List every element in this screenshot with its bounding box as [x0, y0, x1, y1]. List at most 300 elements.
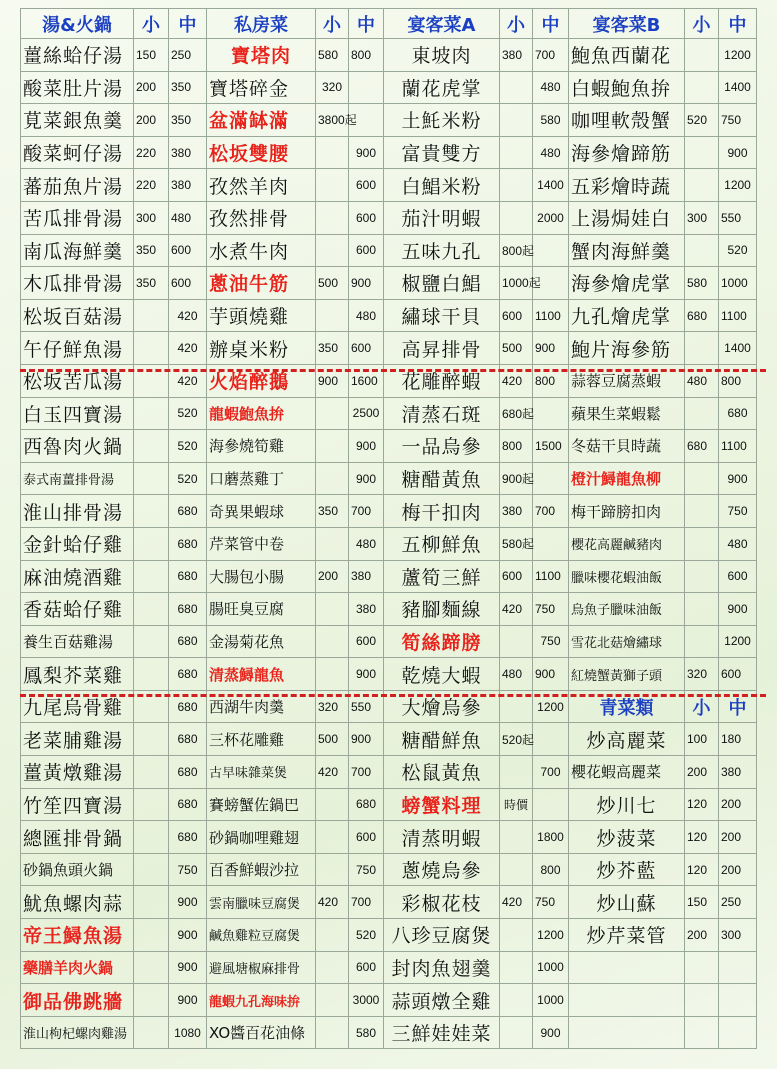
price-small: [500, 1016, 533, 1049]
price-medium: [533, 397, 569, 430]
price-medium: 750: [169, 853, 207, 886]
menu-row: [21, 527, 757, 560]
price-small: [685, 951, 719, 984]
price-small: [316, 788, 349, 821]
price-medium: 600: [349, 625, 384, 658]
dish-name: 老菜脯雞湯: [21, 723, 134, 756]
dish-name: 竹笙四寶湯: [21, 788, 134, 821]
section-divider-1: [20, 369, 766, 372]
price-small: 580: [685, 267, 719, 300]
price-small: 3800起: [316, 104, 349, 137]
price-medium: 600: [719, 658, 757, 691]
dish-name: 紅燒蟹黃獅子頭: [569, 658, 685, 691]
menu-row: [21, 625, 757, 658]
price-medium: 1800: [533, 821, 569, 854]
dish-name: 筍絲蹄膀: [384, 625, 500, 658]
price-medium: 900: [349, 658, 384, 691]
dish-name: 茄汁明蝦: [384, 201, 500, 234]
price-small: 420: [316, 756, 349, 789]
price-medium: 900: [349, 723, 384, 756]
price-small: [134, 886, 169, 919]
price-medium: 680: [169, 625, 207, 658]
price-medium: 900: [533, 658, 569, 691]
price-small: [134, 821, 169, 854]
dish-name: 砂鍋魚頭火鍋: [21, 853, 134, 886]
price-medium: 1200: [719, 39, 757, 72]
dish-name: 大燴烏參: [384, 690, 500, 723]
price-medium: 520: [169, 397, 207, 430]
price-small: 150: [134, 39, 169, 72]
dish-name: 養生百菇雞湯: [21, 625, 134, 658]
price-medium: 1000: [533, 951, 569, 984]
price-small: [500, 756, 533, 789]
price-small: 680: [685, 430, 719, 463]
menu-row: [21, 462, 757, 495]
dish-name: 避風塘椒麻排骨: [207, 951, 316, 984]
price-small: 320: [316, 690, 349, 723]
dish-name: 蒜蓉豆腐蒸蝦: [569, 364, 685, 397]
price-small: 580: [316, 39, 349, 72]
price-small: [685, 332, 719, 365]
category-header: 宴客菜A: [384, 9, 500, 39]
price-medium: 800: [349, 39, 384, 72]
price-medium: 600: [349, 821, 384, 854]
price-small: [316, 625, 349, 658]
price-medium: 700: [349, 756, 384, 789]
menu-row: [21, 756, 757, 789]
dish-name: 西湖牛肉羹: [207, 690, 316, 723]
menu-row: [21, 234, 757, 267]
price-small: [316, 984, 349, 1017]
price-medium: 680: [169, 658, 207, 691]
price-medium: 1000: [719, 267, 757, 300]
dish-name: 蔥燒烏參: [384, 853, 500, 886]
size-small-header: 小: [134, 9, 169, 39]
size-medium-header: 中: [719, 9, 757, 39]
price-small: 420: [500, 593, 533, 626]
dish-name: 富貴雙方: [384, 136, 500, 169]
price-medium: 900: [533, 332, 569, 365]
price-medium: 600: [349, 201, 384, 234]
price-medium: 680: [169, 560, 207, 593]
price-small: [500, 136, 533, 169]
price-medium: 900: [719, 462, 757, 495]
price-small: [685, 527, 719, 560]
price-small: [316, 821, 349, 854]
price-medium: 480: [533, 71, 569, 104]
price-small: 200: [316, 560, 349, 593]
menu-row: [21, 201, 757, 234]
dish-name: 帝王鱘魚湯: [21, 919, 134, 952]
dish-name: 金湯菊花魚: [207, 625, 316, 658]
price-small: [316, 593, 349, 626]
dish-name: 金針蛤仔雞: [21, 527, 134, 560]
menu-row: [21, 1016, 757, 1049]
price-medium: 680: [349, 788, 384, 821]
price-medium: 900: [169, 951, 207, 984]
category-header: 湯&火鍋: [21, 9, 134, 39]
price-medium: 700: [533, 756, 569, 789]
price-small: 480: [500, 658, 533, 691]
dish-name: 南瓜海鮮羹: [21, 234, 134, 267]
dish-name: 午仔鮮魚湯: [21, 332, 134, 365]
price-medium: 600: [169, 234, 207, 267]
price-small: [685, 234, 719, 267]
dish-name: [569, 951, 685, 984]
price-small: [500, 951, 533, 984]
price-small: 200: [685, 919, 719, 952]
price-medium: 580: [349, 1016, 384, 1049]
price-small: [500, 821, 533, 854]
price-medium: 580: [533, 104, 569, 137]
dish-name: 蘆筍三鮮: [384, 560, 500, 593]
price-medium: 180: [719, 723, 757, 756]
dish-name: 高昇排骨: [384, 332, 500, 365]
price-small: [134, 723, 169, 756]
dish-name: 糖醋黃魚: [384, 462, 500, 495]
dish-name: 櫻花高麗鹹豬肉: [569, 527, 685, 560]
price-small: [134, 625, 169, 658]
price-medium: 380: [719, 756, 757, 789]
dish-name: 火焰醉鵝: [207, 364, 316, 397]
dish-name: 松坂百菇湯: [21, 299, 134, 332]
price-small: [134, 527, 169, 560]
price-medium: 700: [349, 495, 384, 528]
price-small: [500, 984, 533, 1017]
menu-row: [21, 104, 757, 137]
price-small: 100: [685, 723, 719, 756]
price-medium: 480: [349, 299, 384, 332]
dish-name: 清蒸明蝦: [384, 821, 500, 854]
price-medium: 680: [169, 821, 207, 854]
price-medium: 600: [349, 234, 384, 267]
price-small: [134, 299, 169, 332]
price-small: 350: [316, 332, 349, 365]
price-small: [134, 756, 169, 789]
dish-name: 烏魚子臘味油飯: [569, 593, 685, 626]
price-medium: 1000: [533, 984, 569, 1017]
price-medium: 1200: [719, 625, 757, 658]
price-medium: 750: [533, 886, 569, 919]
menu-row: [21, 495, 757, 528]
dish-name: 糖醋鮮魚: [384, 723, 500, 756]
menu-row: [21, 984, 757, 1017]
price-medium: [533, 788, 569, 821]
menu-row: [21, 397, 757, 430]
price-small: [134, 560, 169, 593]
dish-name: 御品佛跳牆: [21, 984, 134, 1017]
price-medium: 2000: [533, 201, 569, 234]
price-medium: 1400: [719, 332, 757, 365]
price-medium: 750: [533, 593, 569, 626]
dish-name: 梅干扣肉: [384, 495, 500, 528]
price-medium: 900: [349, 430, 384, 463]
price-medium: 750: [349, 853, 384, 886]
price-small: [134, 951, 169, 984]
dish-name: 盆滿缽滿: [207, 104, 316, 137]
dish-name: 寶塔肉: [207, 39, 316, 72]
price-medium: 750: [719, 495, 757, 528]
dish-name: 鮑片海參筋: [569, 332, 685, 365]
price-medium: 550: [349, 690, 384, 723]
menu-row: [21, 919, 757, 952]
price-small: [316, 658, 349, 691]
price-small: [500, 625, 533, 658]
price-medium: 350: [169, 71, 207, 104]
price-small: [134, 495, 169, 528]
dish-name: 三鮮娃娃菜: [384, 1016, 500, 1049]
dish-name: 松坂苦瓜湯: [21, 364, 134, 397]
dish-name: 臘味櫻花蝦油飯: [569, 560, 685, 593]
menu-body: [21, 9, 757, 1049]
price-small: 320: [685, 658, 719, 691]
price-medium: 800: [533, 364, 569, 397]
price-small: 480: [685, 364, 719, 397]
price-small: 680: [685, 299, 719, 332]
dish-name: 酸菜肚片湯: [21, 71, 134, 104]
price-small: [685, 1016, 719, 1049]
price-small: [134, 1016, 169, 1049]
dish-name: 椒鹽白鯧: [384, 267, 500, 300]
price-small: [685, 462, 719, 495]
price-small: [500, 201, 533, 234]
dish-name: 泰式南薑排骨湯: [21, 462, 134, 495]
category-header: 青菜類: [569, 690, 685, 723]
price-medium: 800: [719, 364, 757, 397]
dish-name: 淮山排骨湯: [21, 495, 134, 528]
dish-name: 花雕醉蝦: [384, 364, 500, 397]
price-medium: [533, 462, 569, 495]
price-medium: 1080: [169, 1016, 207, 1049]
price-small: [134, 658, 169, 691]
size-medium-header: 中: [349, 9, 384, 39]
price-small: 200: [685, 756, 719, 789]
price-small: 520起: [500, 723, 533, 756]
dish-name: 梅干蹄膀扣肉: [569, 495, 685, 528]
dish-name: 炒山蘇: [569, 886, 685, 919]
dish-name: 櫻花蝦高麗菜: [569, 756, 685, 789]
price-small: 420: [500, 364, 533, 397]
price-small: [316, 201, 349, 234]
price-small: [316, 462, 349, 495]
size-small-header: 小: [685, 690, 719, 723]
price-medium: 520: [349, 919, 384, 952]
dish-name: 芹菜管中卷: [207, 527, 316, 560]
dish-name: 蕃茄魚片湯: [21, 169, 134, 202]
dish-name: 炒芥藍: [569, 853, 685, 886]
price-medium: [719, 1016, 757, 1049]
price-small: [685, 397, 719, 430]
dish-name: 五彩燴時蔬: [569, 169, 685, 202]
price-medium: 600: [349, 332, 384, 365]
price-medium: 680: [169, 527, 207, 560]
price-small: [685, 593, 719, 626]
price-medium: 680: [169, 723, 207, 756]
menu-row: [21, 430, 757, 463]
price-medium: 480: [349, 527, 384, 560]
dish-name: 海參燴蹄筋: [569, 136, 685, 169]
price-medium: 900: [349, 267, 384, 300]
dish-name: 乾燒大蝦: [384, 658, 500, 691]
category-header: 宴客菜B: [569, 9, 685, 39]
price-small: [500, 919, 533, 952]
dish-name: 海參燒筍雞: [207, 430, 316, 463]
header-row: [21, 9, 757, 39]
price-medium: 750: [533, 625, 569, 658]
price-small: [316, 234, 349, 267]
price-medium: 1200: [533, 690, 569, 723]
price-small: 380: [500, 39, 533, 72]
price-small: 500: [316, 723, 349, 756]
price-small: 200: [134, 104, 169, 137]
dish-name: 龍蝦鮑魚拚: [207, 397, 316, 430]
price-small: 1000起: [500, 267, 533, 300]
price-medium: 2500: [349, 397, 384, 430]
dish-name: 苦瓜排骨湯: [21, 201, 134, 234]
price-small: 520: [685, 104, 719, 137]
menu-row: [21, 821, 757, 854]
dish-name: 口蘑蒸雞丁: [207, 462, 316, 495]
dish-name: 蘭花虎掌: [384, 71, 500, 104]
price-small: [134, 430, 169, 463]
dish-name: 豬腳麵線: [384, 593, 500, 626]
dish-name: 薑黃燉雞湯: [21, 756, 134, 789]
dish-name: 薑絲蛤仔湯: [21, 39, 134, 72]
menu-row: [21, 951, 757, 984]
price-small: [134, 919, 169, 952]
price-small: 220: [134, 136, 169, 169]
dish-name: 白蝦鮑魚拚: [569, 71, 685, 104]
menu-row: [21, 560, 757, 593]
menu-row: [21, 886, 757, 919]
size-medium-header: 中: [533, 9, 569, 39]
price-medium: 1500: [533, 430, 569, 463]
price-medium: 600: [349, 169, 384, 202]
category-header: 私房菜: [207, 9, 316, 39]
price-small: 200: [134, 71, 169, 104]
price-small: 350: [316, 495, 349, 528]
price-small: 150: [685, 886, 719, 919]
price-medium: 900: [349, 462, 384, 495]
price-medium: 700: [533, 39, 569, 72]
price-small: [685, 71, 719, 104]
price-medium: 3000: [349, 984, 384, 1017]
price-medium: 1400: [719, 71, 757, 104]
price-medium: 1100: [533, 299, 569, 332]
dish-name: 莧菜銀魚羹: [21, 104, 134, 137]
dish-name: 海參燴虎掌: [569, 267, 685, 300]
price-medium: 680: [169, 593, 207, 626]
price-medium: 1100: [719, 430, 757, 463]
price-small: 580起: [500, 527, 533, 560]
dish-name: 賽螃蟹佐鍋巴: [207, 788, 316, 821]
price-medium: 900: [533, 1016, 569, 1049]
price-medium: 350: [169, 104, 207, 137]
dish-name: 淮山枸杞螺肉雞湯: [21, 1016, 134, 1049]
dish-name: 孜然排骨: [207, 201, 316, 234]
price-small: [134, 984, 169, 1017]
price-small: 時價: [500, 788, 533, 821]
price-medium: 900: [169, 984, 207, 1017]
menu-row: [21, 267, 757, 300]
price-small: 350: [134, 234, 169, 267]
price-medium: 520: [719, 234, 757, 267]
menu-row: [21, 169, 757, 202]
price-medium: 900: [719, 136, 757, 169]
price-small: 500: [500, 332, 533, 365]
price-medium: 800: [533, 853, 569, 886]
dish-name: 百香鮮蝦沙拉: [207, 853, 316, 886]
menu-row: [21, 332, 757, 365]
price-small: [316, 136, 349, 169]
price-small: 380: [500, 495, 533, 528]
menu-row: [21, 136, 757, 169]
price-medium: [533, 723, 569, 756]
dish-name: 總匯排骨鍋: [21, 821, 134, 854]
price-medium: [533, 234, 569, 267]
price-small: 600: [500, 299, 533, 332]
price-small: [316, 1016, 349, 1049]
dish-name: 蔥油牛筋: [207, 267, 316, 300]
price-medium: 600: [719, 560, 757, 593]
price-medium: 750: [719, 104, 757, 137]
price-medium: 250: [719, 886, 757, 919]
dish-name: 水煮牛肉: [207, 234, 316, 267]
dish-name: 芋頭燒雞: [207, 299, 316, 332]
price-small: [500, 71, 533, 104]
dish-name: 魷魚螺肉蒜: [21, 886, 134, 919]
section-divider-2: [20, 694, 766, 697]
dish-name: 東坡肉: [384, 39, 500, 72]
dish-name: 雲南臘味豆腐煲: [207, 886, 316, 919]
price-small: 120: [685, 788, 719, 821]
price-medium: 700: [533, 495, 569, 528]
size-small-header: 小: [500, 9, 533, 39]
dish-name: 龍蝦九孔海味拚: [207, 984, 316, 1017]
price-small: [134, 593, 169, 626]
dish-name: 雪花北菇燴繡球: [569, 625, 685, 658]
menu-row: [21, 299, 757, 332]
dish-name: 炒川七: [569, 788, 685, 821]
dish-name: 寶塔碎金: [207, 71, 316, 104]
menu-row: [21, 39, 757, 72]
price-medium: 700: [349, 886, 384, 919]
price-small: 800: [500, 430, 533, 463]
dish-name: 清蒸鱘龍魚: [207, 658, 316, 691]
price-small: 600: [500, 560, 533, 593]
price-medium: 380: [349, 593, 384, 626]
price-small: [316, 169, 349, 202]
price-medium: 480: [169, 201, 207, 234]
price-medium: 480: [533, 136, 569, 169]
price-small: [685, 560, 719, 593]
dish-name: 白鯧米粉: [384, 169, 500, 202]
price-small: [500, 853, 533, 886]
dish-name: 奇異果蝦球: [207, 495, 316, 528]
dish-name: 炒高麗菜: [569, 723, 685, 756]
price-medium: 380: [169, 136, 207, 169]
dish-name: 橙汁鱘龍魚柳: [569, 462, 685, 495]
price-medium: 520: [169, 462, 207, 495]
dish-name: XO醬百花油條: [207, 1016, 316, 1049]
dish-name: 西魯肉火鍋: [21, 430, 134, 463]
price-small: 120: [685, 821, 719, 854]
price-small: [685, 625, 719, 658]
dish-name: 冬菇干貝時蔬: [569, 430, 685, 463]
price-medium: 600: [169, 267, 207, 300]
price-small: [316, 299, 349, 332]
dish-name: 九尾烏骨雞: [21, 690, 134, 723]
